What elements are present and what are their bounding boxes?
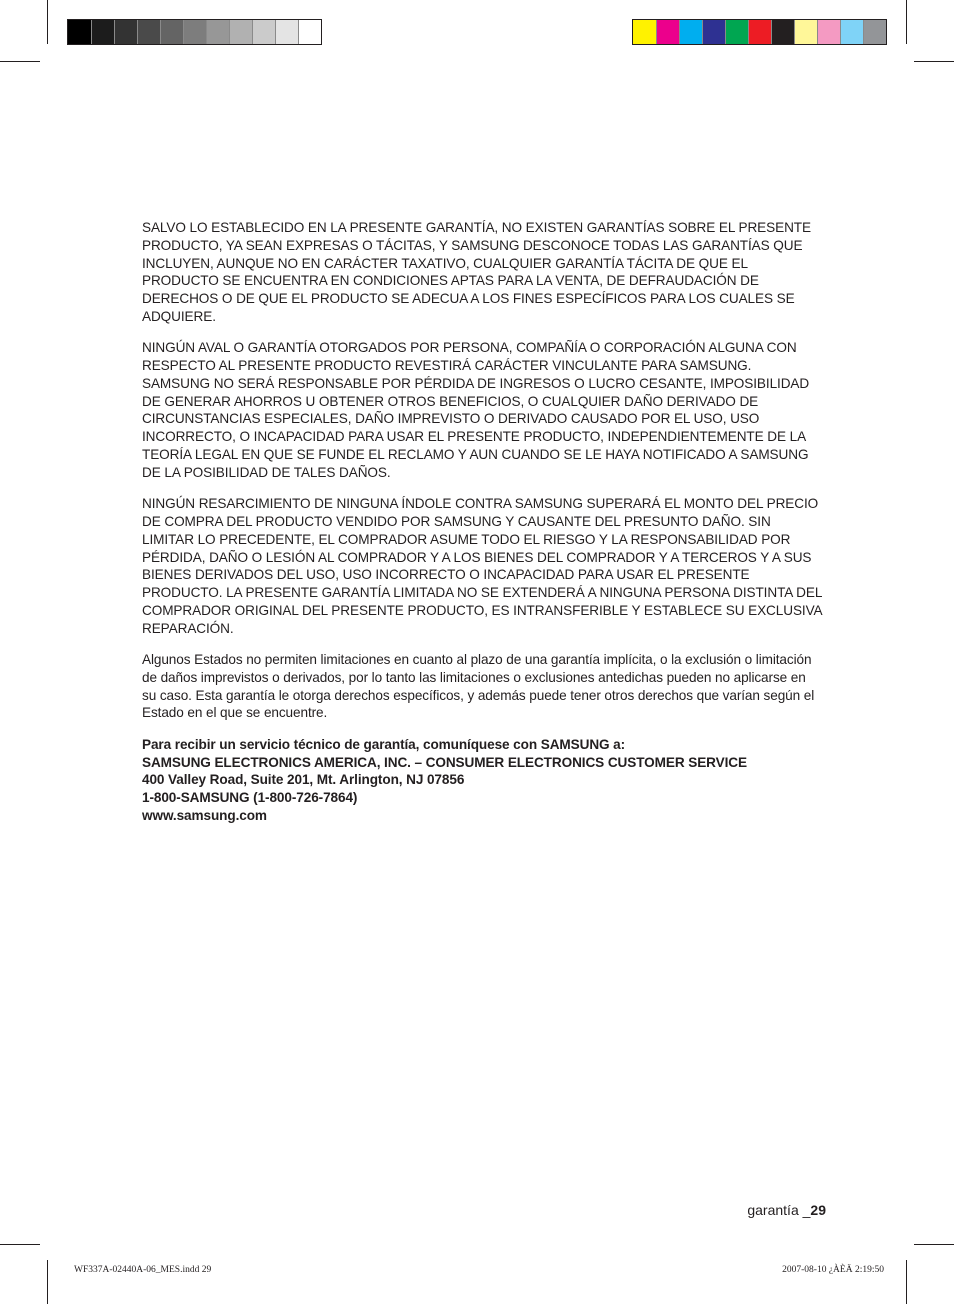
section-label: garantía _ bbox=[747, 1202, 811, 1218]
color-swatch-9 bbox=[817, 20, 840, 44]
crop-mark-top-left-h bbox=[0, 61, 40, 62]
color-swatch-11 bbox=[863, 20, 886, 44]
gray-swatch-5 bbox=[160, 20, 183, 44]
crop-mark-bottom-right-h bbox=[914, 1244, 954, 1245]
gray-swatch-1 bbox=[68, 20, 91, 44]
color-swatch-6 bbox=[748, 20, 771, 44]
crop-mark-bottom-left-h bbox=[0, 1244, 40, 1245]
liability-paragraph: NINGÚN AVAL O GARANTÍA OTORGADOS POR PERSONA, COMPAÑÍA O CORPORACIÓN ALGUNA CON RESPECTO AL PRESENTE PRODUCTO REVESTIRÁ CARÁCTER VINCULANTE PARA SAMSUNG. SAMSUNG NO SERÁ RESPONSABLE POR PÉRDIDA DE INGRESOS O LUCRO CESANTE, IMPOSIBILIDAD DE GENERAR AHORROS U OBTENER OTROS BENEFICIOS, O CUALQUIER DAÑO DERIVADO DE CIRCUNSTANCIAS ESPECIALES, DAÑO IMPREVISTO O DERIVADO CAUSADO POR EL USO, USO INCORRECTO, O INCAPACIDAD PARA USAR EL PRESENTE PRODUCTO, INDEPENDIENTEMENTE DE LA TEORÍA LEGAL EN QUE SE FUNDE EL RECLAMO Y AUN CUANDO SE LE HAYA NOTIFICADO A SAMSUNG DE LA POSIBILIDAD DE TALES DAÑOS. bbox=[142, 340, 810, 480]
grayscale-registration-bar bbox=[67, 19, 322, 45]
warranty-text-block bbox=[142, 219, 822, 838]
color-swatch-3 bbox=[679, 20, 702, 44]
color-swatch-4 bbox=[702, 20, 725, 44]
color-swatch-8 bbox=[794, 20, 817, 44]
crop-mark-top-right-v bbox=[906, 0, 907, 44]
color-swatch-2 bbox=[656, 20, 679, 44]
contact-company: SAMSUNG ELECTRONICS AMERICA, INC. – CONSUMER ELECTRONICS CUSTOMER SERVICE bbox=[142, 754, 747, 770]
crop-mark-bottom-left-v bbox=[47, 1260, 48, 1304]
contact-phone: 1-800-SAMSUNG (1-800-726-7864) bbox=[142, 790, 358, 806]
print-slug-filename: WF337A-02440A-06_MES.indd 29 bbox=[74, 1265, 212, 1275]
contact-address: 400 Valley Road, Suite 201, Mt. Arlington, NJ 07856 bbox=[142, 772, 465, 788]
contact-website: www.samsung.com bbox=[142, 807, 267, 823]
gray-swatch-8 bbox=[229, 20, 252, 44]
gray-swatch-10 bbox=[275, 20, 298, 44]
crop-mark-bottom-right-v bbox=[906, 1260, 907, 1304]
page-number-value: 29 bbox=[810, 1202, 826, 1218]
color-registration-bar bbox=[632, 19, 887, 45]
gray-swatch-2 bbox=[91, 20, 114, 44]
state-rights-paragraph: Algunos Estados no permiten limitaciones en cuanto al plazo de una garantía implícita, o la exclusión o limitación de daños imprevistos o derivados, por lo tanto las limitaciones o exclusiones antedichas pueden no aplicarse en su caso. Esta garantía le otorga derechos específicos, y además puede tener otros derechos que varían según el Estado en el que se encuentre. bbox=[142, 652, 815, 721]
gray-swatch-9 bbox=[252, 20, 275, 44]
contact-intro: Para recibir un servicio técnico de garantía, comuníquese con SAMSUNG a: bbox=[142, 736, 626, 752]
crop-mark-top-right-h bbox=[914, 61, 954, 62]
gray-swatch-6 bbox=[183, 20, 206, 44]
warranty-disclaimer-paragraph: SALVO LO ESTABLECIDO EN LA PRESENTE GARANTÍA, NO EXISTEN GARANTÍAS SOBRE EL PRESENTE PRODUCTO, YA SEAN EXPRESAS O TÁCITAS, Y SAMSUNG DESCONOCE TODAS LAS GARANTÍAS QUE INCLUYEN, AUNQUE NO EN CARÁCTER TAXATIVO, CUALQUIER GARANTÍA TÁCITA DE QUE EL PRODUCTO SE ENCUENTRA EN CONDICIONES APTAS PARA LA VENTA, DE DEFRAUDACIÓN DE DERECHOS O DE QUE EL PRODUCTO SE ADECUA A LOS FINES ESPECÍFICOS PARA LOS CUALES SE ADQUIERE. bbox=[142, 220, 811, 324]
gray-swatch-4 bbox=[137, 20, 160, 44]
color-swatch-5 bbox=[725, 20, 748, 44]
remedy-limit-paragraph: NINGÚN RESARCIMIENTO DE NINGUNA ÍNDOLE CONTRA SAMSUNG SUPERARÁ EL MONTO DEL PRECIO DE COMPRA DEL PRODUCTO VENDIDO POR SAMSUNG Y CAUSANTE DEL PRESUNTO DAÑO. SIN LIMITAR LO PRECEDENTE, EL COMPRADOR ASUME TODO EL RIESGO Y LA RESPONSABILIDAD POR PÉRDIDA, DAÑO O LESIÓN AL COMPRADOR Y A LOS BIENES DEL COMPRADOR Y A TERCEROS Y A SUS BIENES DERIVADOS DEL USO, USO INCORRECTO O INCAPACIDAD PARA USAR EL PRESENTE PRODUCTO. LA PRESENTE GARANTÍA LIMITADA NO SE EXTENDERÁ A NINGUNA PERSONA DISTINTA DEL COMPRADOR ORIGINAL DEL PRESENTE PRODUCTO, ES INTRANSFERIBLE Y ESTABLECE SU EXCLUSIVA REPARACIÓN. bbox=[142, 496, 822, 636]
contact-block bbox=[142, 736, 822, 825]
gray-swatch-3 bbox=[114, 20, 137, 44]
color-swatch-10 bbox=[840, 20, 863, 44]
gray-swatch-7 bbox=[206, 20, 229, 44]
print-slug-timestamp: 2007-08-10 ¿ÀÈÄ 2:19:50 bbox=[782, 1265, 884, 1275]
color-swatch-7 bbox=[771, 20, 794, 44]
gray-swatch-11 bbox=[298, 20, 321, 44]
crop-mark-top-left-v bbox=[47, 0, 48, 44]
color-swatch-1 bbox=[633, 20, 656, 44]
page-number bbox=[747, 1202, 826, 1218]
